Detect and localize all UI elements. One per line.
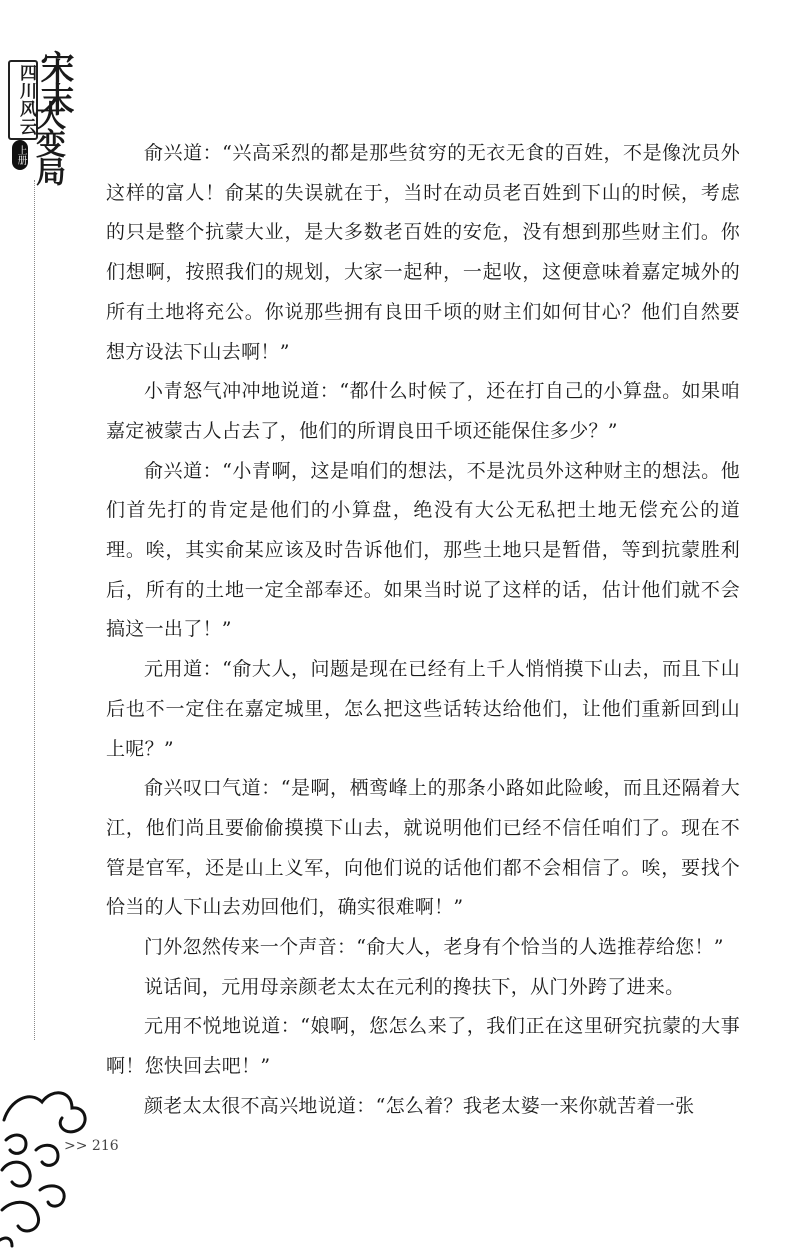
series-tag: 四川风云 [8,60,38,140]
paragraph: 元用道：“俞大人，问题是现在已经有上千人悄悄摸下山去，而且下山后也不一定住在嘉定城里，怎么把这些话转达给他们，让他们重新回到山上呢？” [106,658,740,760]
paragraph: 俞兴道：“兴高采烈的都是那些贫穷的无衣无食的百姓，不是像沈员外这样的富人！俞某的失误就在于，当时在动员老百姓到下山的时候，考虑的只是整个抗蒙大业，是大多数老百姓的安危，没有想到那些财主们。你们想啊，按照我们的规划，大家一起种，一起收，这便意味着嘉定城外的所有土地将充公。你说那些拥有良田千顷的财主们如何甘心？他们自然要想方设法下山去啊！” [106,142,740,363]
page-body [106,134,740,1127]
page-number: >> 216 [64,1138,119,1154]
paragraph: 元用不悦地说道：“娘啊，您怎么来了，我们正在这里研究抗蒙的大事啊！您快回去吧！” [106,1015,740,1078]
book-title-line2: 大变局 [30,100,65,184]
volume-badge: 上册 [12,140,28,170]
margin-dotted-rule [34,180,35,1040]
paragraph: 颜老太太很不高兴地说道：“怎么着？我老太婆一来你就苦着一张 [144,1094,695,1117]
paragraph: 说话间，元用母亲颜老太太在元利的搀扶下，从门外跨了进来。 [144,975,685,998]
paragraph: 俞兴道：“小青啊，这是咱们的想法，不是沈员外这种财主的想法。他们首先打的肯定是他们的小算盘，绝没有大公无私把土地无偿充公的道理。唉，其实俞某应该及时告诉他们，那些土地只是暂借，等到抗蒙胜利后，所有的土地一定全部奉还。如果当时说了这样的话，估计他们就不会搞这一出了！” [106,459,740,641]
book-header [0,0,110,200]
book-title-line1: 宋末 [34,50,74,114]
paragraph: 小青怒气冲冲地说道：“都什么时候了，还在打自己的小算盘。如果咱嘉定被蒙古人占去了，他们的所谓良田千顷还能保住多少？” [106,380,740,442]
paragraph: 俞兴叹口气道：“是啊，栖鸾峰上的那条小路如此险峻，而且还隔着大江，他们尚且要偷偷摸摸下山去，就说明他们已经不信任咱们了。现在不管是官军，还是山上义军，向他们说的话他们都不会相信了。唉，要找个恰当的人下山去劝回他们，确实很难啊！” [106,777,740,919]
paragraph: 门外忽然传来一个声音：“俞大人，老身有个恰当的人选推荐给您！” [144,936,724,959]
